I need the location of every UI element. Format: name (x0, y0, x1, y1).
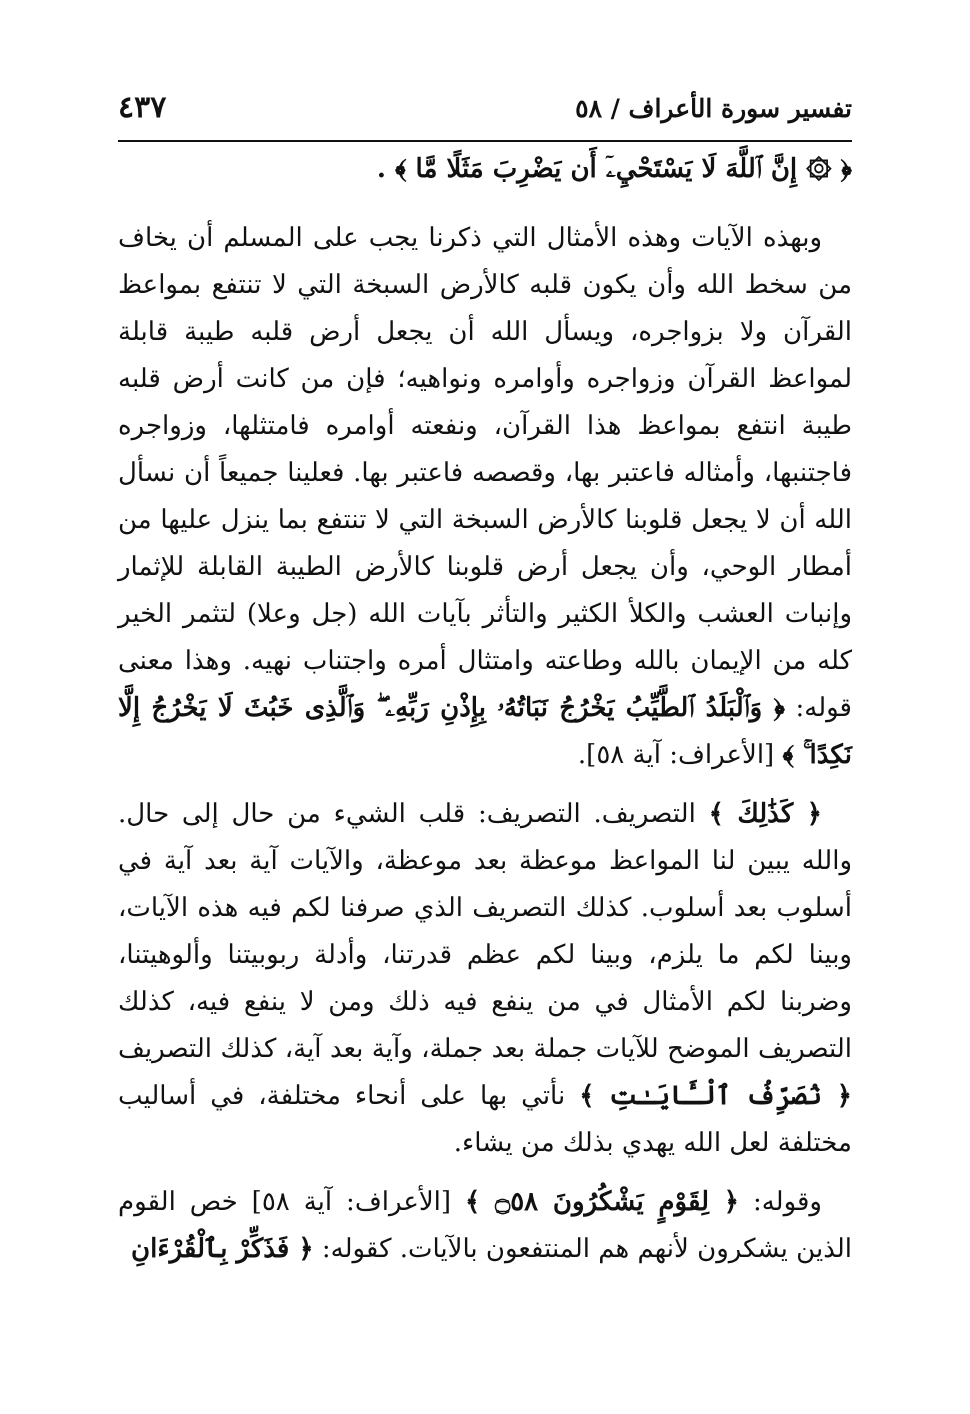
quran-verse: ﴿ لِقَوْمٍ يَشْكُرُونَ ۝٥٨ ﴾ (465, 1187, 739, 1217)
paragraph-3-text: وقوله: (739, 1187, 822, 1217)
quran-verse: ﴿ كَذَٰلِكَ ﴾ (708, 799, 822, 829)
paragraph-3 (118, 1179, 852, 1273)
quran-verse: ﴿ فَذَكِّرْ بِٱلْقُرْءَانِ (131, 1234, 314, 1264)
page-number: ٤٣٧ (118, 90, 167, 125)
paragraph-3-text-mid: [الأعراف: آية ٥٨] خص القوم الذين يشكرون لأنهم هم المنتفعون بالآيات. كقوله: (118, 1187, 852, 1264)
verse-reference: [الأعراف: آية ٥٨]. (577, 740, 783, 770)
running-title: تفسير سورة الأعراف / ٥٨ (575, 94, 852, 123)
paragraph-1 (118, 215, 852, 779)
paragraph-2-text-end: نأتي بها على أنحاء مختلفة، في أساليب مختلفة لعل الله يهدي بذلك من يشاء. (118, 1081, 852, 1158)
opening-verse: ﴿ ۞ إِنَّ ٱللَّهَ لَا يَسْتَحْيِۦٓ أَن يَضْرِبَ مَثَلًا مَّا ﴾ . (376, 154, 852, 184)
page-body (118, 146, 852, 1273)
paragraph-1-text: وبهذه الآيات وهذه الأمثال التي ذكرنا يجب على المسلم أن يخاف من سخط الله وأن يكون قلبه كالأرض السبخة التي لا تنتفع بمواعظ القرآن ولا بزواجره، ويسأل الله أن يجعل أرض قلبه طيبة قابلة لمواعظ القرآن وزواجره وأوامره ونواهيه؛ فإن من كانت أرض قلبه طيبة انتفع بمواعظ هذا القرآن، ونفعته أوامره فامتثلها، وزواجره فاجتنبها، وأمثاله فاعتبر بها، وقصصه فاعتبر بها. فعلينا جميعاً أن نسأل الله أن لا يجعل قلوبنا كالأرض السبخة التي لا تنتفع بما ينزل عليها من أمطار الوحي، وأن يجعل أرض قلوبنا كالأرض الطيبة القابلة للإثمار وإنبات العشب والكلأ الكثير والتأثر بآيات الله (جل وعلا) لتثمر الخير كله من الإيمان بالله وطاعته وامتثال أمره واجتناب نهيه. وهذا معنى قوله: (118, 223, 852, 723)
quran-verse: ﴿ نُصَرِّفُ ٱلْـَٔايَـٰتِ ﴾ (579, 1081, 853, 1111)
paragraph-2 (118, 791, 852, 1167)
page-header (118, 88, 852, 142)
quran-verse: ﴿ وَٱلْبَلَدُ ٱلطَّيِّبُ يَخْرُجُ نَبَاتُهُۥ بِإِذْنِ رَبِّهِۦ ۖ وَٱلَّذِى خَبُثَ لَا يَخْرُجُ إِلَّا نَكِدًا ۚ ﴾ (118, 693, 852, 770)
paragraph-2-text: التصريف. التصريف: قلب الشيء من حال إلى حال. والله يبين لنا المواعظ موعظة بعد موعظة، والآيات آية بعد آية في أسلوب بعد أسلوب. كذلك التصريف الذي صرفنا لكم فيه هذه الآيات، وبينا لكم ما يلزم، وبينا لكم عظم قدرتنا، وأدلة ربوبيتنا وألوهيتنا، وضربنا لكم الأمثال في من ينفع فيه ذلك ومن لا ينفع فيه، كذلك التصريف الموضح للآيات جملة بعد جملة، وآية بعد آية، كذلك التصريف (118, 799, 852, 1064)
